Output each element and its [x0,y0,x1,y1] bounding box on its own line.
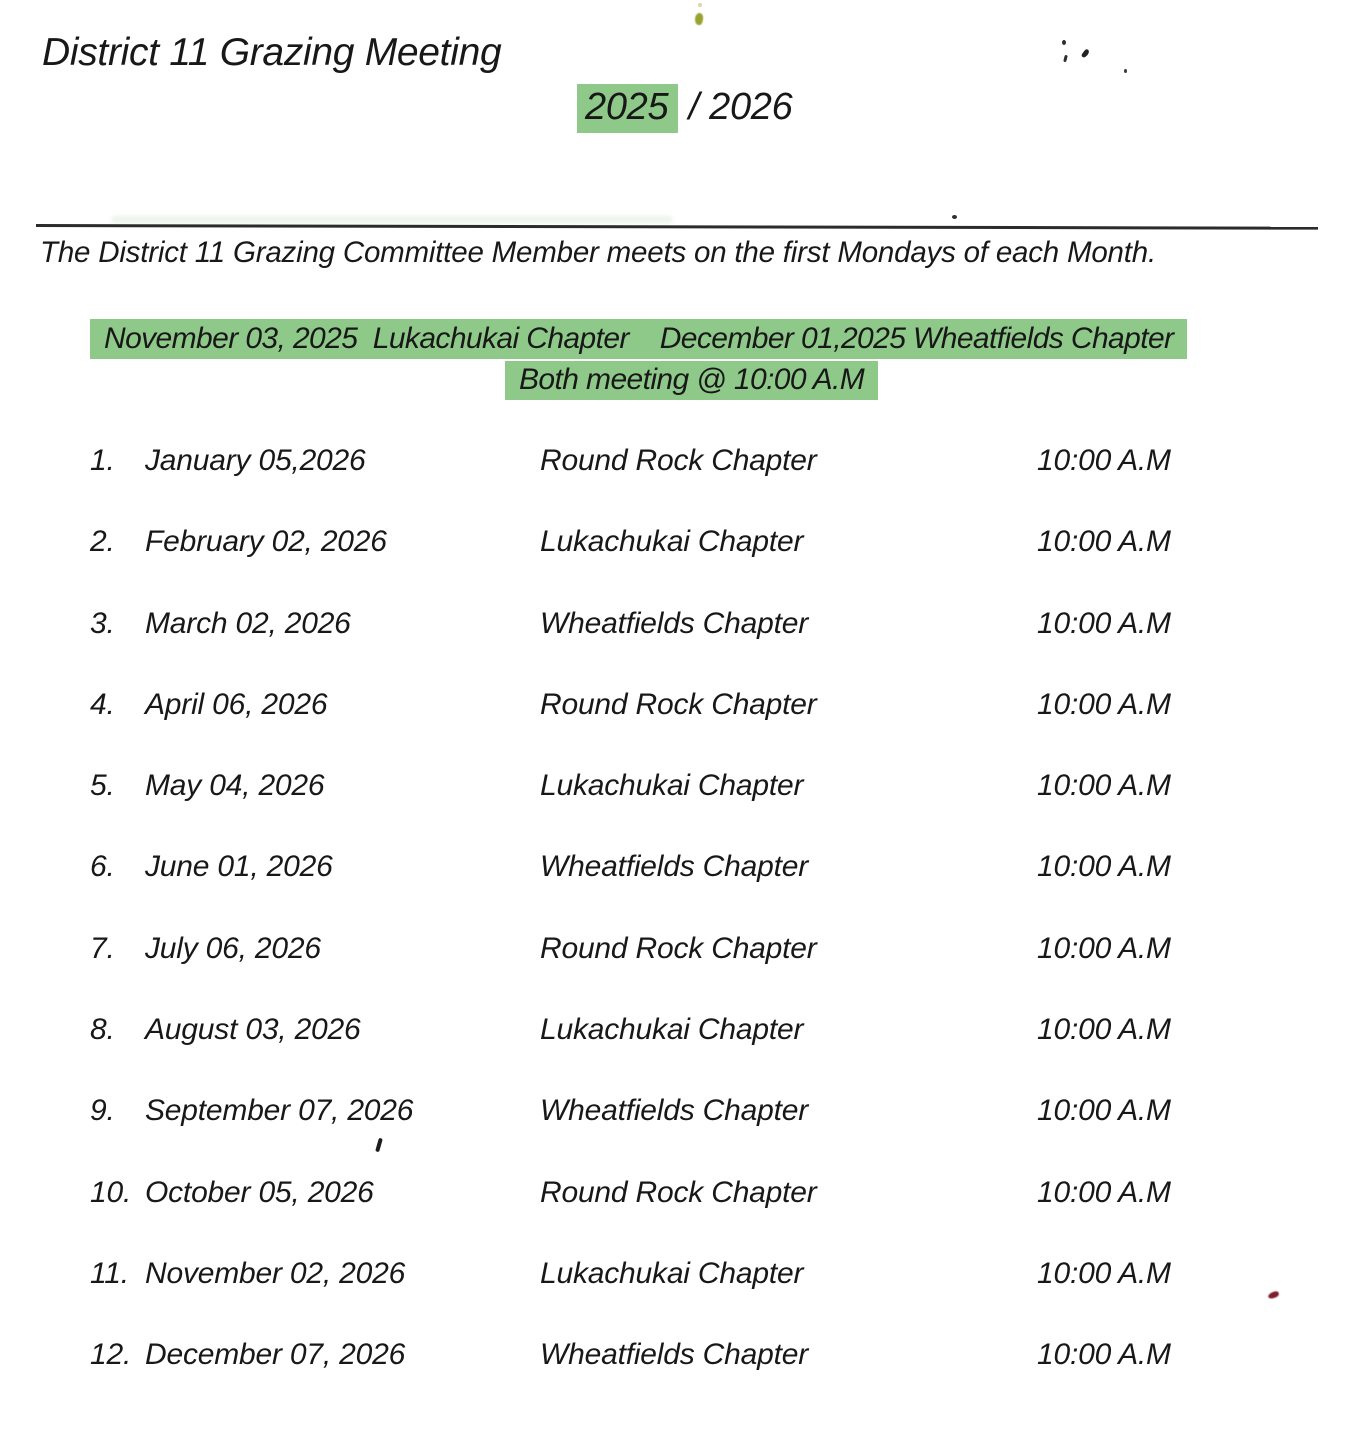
row-date: August 03, 2026 [145,1013,361,1047]
row-number: 3. [90,606,115,640]
schedule-row [90,1093,1369,1174]
row-chapter: Lukachukai Chapter [540,1013,804,1047]
row-time: 10:00 A.M [1037,1094,1171,1128]
row-number: 1. [90,444,115,477]
schedule-row [90,606,1369,687]
row-time: 10:00 A.M [1037,1013,1171,1047]
row-date: February 02, 2026 [145,525,387,559]
schedule-row [90,1337,1369,1418]
row-number: 6. [90,850,115,884]
row-chapter: Lukachukai Chapter [540,1256,804,1290]
row-date: January 05,2026 [145,444,366,477]
schedule-row [90,524,1369,605]
row-number: 4. [90,687,115,721]
scan-artifact-speck [1124,69,1127,73]
schedule-row [90,1256,1369,1337]
scan-artifact-speck [1081,48,1090,58]
row-time: 10:00 A.M [1037,444,1171,477]
schedule-row [90,443,1369,524]
highlight-note-line2: Both meeting @ 10:00 A.M [505,361,878,400]
row-number: 2. [90,525,115,559]
row-number: 8. [90,1013,115,1047]
row-time: 10:00 A.M [1037,1175,1171,1209]
year-rest-text: / 2026 [678,86,793,128]
row-date: March 02, 2026 [145,606,351,640]
schedule-row [90,931,1369,1012]
row-chapter: Round Rock Chapter [540,687,817,721]
row-time: 10:00 A.M [1037,606,1171,640]
schedule-row [90,768,1369,849]
scan-artifact-speck [1063,55,1068,63]
row-chapter: Wheatfields Chapter [540,1338,809,1372]
row-time: 10:00 A.M [1037,1256,1171,1290]
row-number: 10. [90,1175,132,1209]
schedule-row [90,687,1369,768]
row-date: July 06, 2026 [145,931,321,965]
row-chapter: Lukachukai Chapter [540,769,804,803]
schedule-list [90,443,1369,1419]
scan-artifact-speck [1062,40,1066,45]
highlight-note-line1: November 03, 2025 Lukachukai Chapter December 01,2025 Wheatfields Chapter [90,319,1187,359]
row-date: November 02, 2026 [145,1256,406,1290]
row-date: June 01, 2026 [145,850,333,884]
row-date: September 07, 2026 [145,1094,414,1128]
intro-text: The District 11 Grazing Committee Member meets on the first Mondays of each Month. [40,236,1156,269]
schedule-row [90,849,1369,930]
row-date: December 07, 2026 [145,1338,406,1372]
scan-artifact-speck [694,12,704,25]
row-number: 11. [90,1256,129,1290]
row-chapter: Wheatfields Chapter [540,1094,809,1128]
scan-artifact-dot [952,215,957,219]
row-chapter: Round Rock Chapter [540,444,817,477]
year-highlighted-text: 2025 [577,84,678,133]
row-date: May 04, 2026 [145,769,325,803]
row-number: 7. [90,931,115,965]
row-number: 9. [90,1094,115,1128]
scan-artifact-speck [698,3,702,7]
row-date: April 06, 2026 [145,687,328,721]
schedule-row [90,1012,1369,1093]
row-time: 10:00 A.M [1037,1338,1171,1372]
row-number: 5. [90,769,115,803]
row-chapter: Wheatfields Chapter [540,606,809,640]
divider-line [36,224,1318,230]
row-time: 10:00 A.M [1037,850,1171,884]
row-chapter: Round Rock Chapter [540,931,817,965]
row-time: 10:00 A.M [1037,769,1171,803]
row-chapter: Lukachukai Chapter [540,525,804,559]
schedule-row [90,1175,1369,1256]
page-title: District 11 Grazing Meeting [42,31,502,74]
row-time: 10:00 A.M [1037,687,1171,721]
row-number: 12. [90,1338,132,1372]
row-chapter: Wheatfields Chapter [540,850,809,884]
scan-artifact-smudge [112,216,672,223]
row-date: October 05, 2026 [145,1175,374,1209]
row-time: 10:00 A.M [1037,931,1171,965]
year-line [577,84,792,130]
row-time: 10:00 A.M [1037,525,1171,559]
row-chapter: Round Rock Chapter [540,1175,817,1209]
